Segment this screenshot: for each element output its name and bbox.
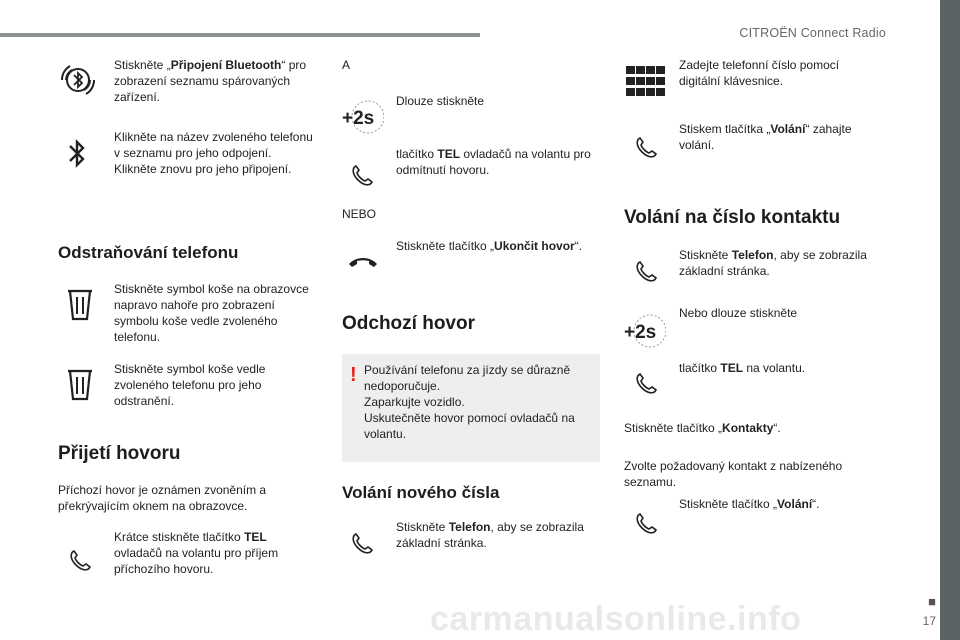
trash-next-text: Stiskněte symbol koše vedle zvoleného telefonu pro jeho odstranění.: [114, 362, 266, 408]
phone-handset-icon: [632, 368, 662, 398]
incoming-heading: Přijetí hovoru: [58, 443, 181, 464]
or-label: NEBO: [342, 207, 377, 221]
removal-heading: Odstraňování telefonu: [58, 243, 239, 262]
press-contacts-text: Stiskněte tlačítko „Kontakty“.: [624, 421, 781, 435]
page-number: 17: [922, 614, 936, 628]
press-call2-text: Stiskněte tlačítko „Volání“.: [679, 497, 820, 511]
continuation-marker: ■: [928, 594, 936, 609]
a-label: A: [342, 58, 351, 72]
new-number-press-text: Stiskněte Telefon, aby se zobrazila základní stránka.: [396, 520, 584, 550]
page-header-title: CITROËN Connect Radio: [739, 26, 886, 40]
hold-press-text: Dlouze stiskněte: [396, 94, 485, 108]
outgoing-heading: Odchozí hovor: [342, 313, 475, 334]
enter-number-text: Zadejte telefonní číslo pomocí digitální klávesnice.: [679, 58, 840, 88]
bluetooth-connect-icon: [56, 58, 100, 102]
long-press-2s-icon: [622, 312, 666, 350]
warning-icon: !: [350, 364, 357, 386]
incoming-tel-text: Krátce stiskněte tlačítko TEL ovladačů na volantu pro příjem příchozího hovoru.: [114, 530, 279, 576]
or-hold-text: Nebo dlouze stiskněte: [679, 306, 798, 320]
keypad-icon: [626, 66, 666, 96]
contact-heading: Volání na číslo kontaktu: [624, 207, 841, 228]
tel-reject-text: tlačítko TEL ovladačů na volantu pro odmítnutí hovoru.: [396, 147, 591, 177]
press-call-text: Stiskem tlačítka „Volání“ zahajte volání.: [679, 122, 852, 152]
trash-icon: [66, 288, 94, 322]
tel-wheel-text: tlačítko TEL na volantu.: [679, 361, 806, 375]
press-phone-text: Stiskněte Telefon, aby se zobrazila základní stránka.: [679, 248, 867, 278]
bt-connect-text: Stiskněte „Připojení Bluetooth“ pro zobrazení seznamu spárovaných zařízení.: [114, 58, 307, 104]
svg-text:+2s: +2s: [624, 322, 657, 343]
phone-handset-icon: [632, 508, 662, 538]
new-number-heading: Volání nového čísla: [342, 483, 500, 502]
choose-contact-text: Zvolte požadovaný kontakt z nabízeného seznamu.: [624, 459, 843, 489]
chapter-sidebar: [940, 0, 960, 640]
phone-handset-icon: [632, 132, 662, 162]
svg-text:+2s: +2s: [342, 108, 375, 129]
bt-disconnect-text: Klikněte na název zvoleného telefonu v seznamu pro jeho odpojení. Klikněte znovu pro jeho připojení.: [114, 130, 313, 176]
end-call-text: Stiskněte tlačítko „Ukončit hovor“.: [396, 239, 583, 253]
header-rule: [0, 33, 480, 37]
phone-handset-icon: [348, 160, 378, 190]
phone-handset-icon: [348, 528, 378, 558]
phone-handset-icon: [66, 545, 96, 575]
watermark: carmanualsonline.info: [430, 600, 802, 638]
incoming-intro-text: Příchozí hovor je oznámen zvoněním a překrývajícím oknem na obrazovce.: [58, 483, 267, 513]
hang-up-icon: [346, 252, 380, 270]
phone-handset-icon: [632, 256, 662, 286]
warning-box: [342, 354, 600, 462]
trash-top-text: Stiskněte symbol koše na obrazovce napravo nahoře pro zobrazení symbolu koše vedle zvoleného telefonu.: [114, 282, 309, 344]
long-press-2s-icon: [340, 98, 384, 136]
bluetooth-icon: [66, 136, 88, 172]
trash-icon: [66, 368, 94, 402]
warning-text: Používání telefonu za jízdy se důrazně nedoporučuje. Zaparkujte vozidlo. Uskutečněte hovor pomocí ovladačů na volantu.: [364, 363, 575, 441]
